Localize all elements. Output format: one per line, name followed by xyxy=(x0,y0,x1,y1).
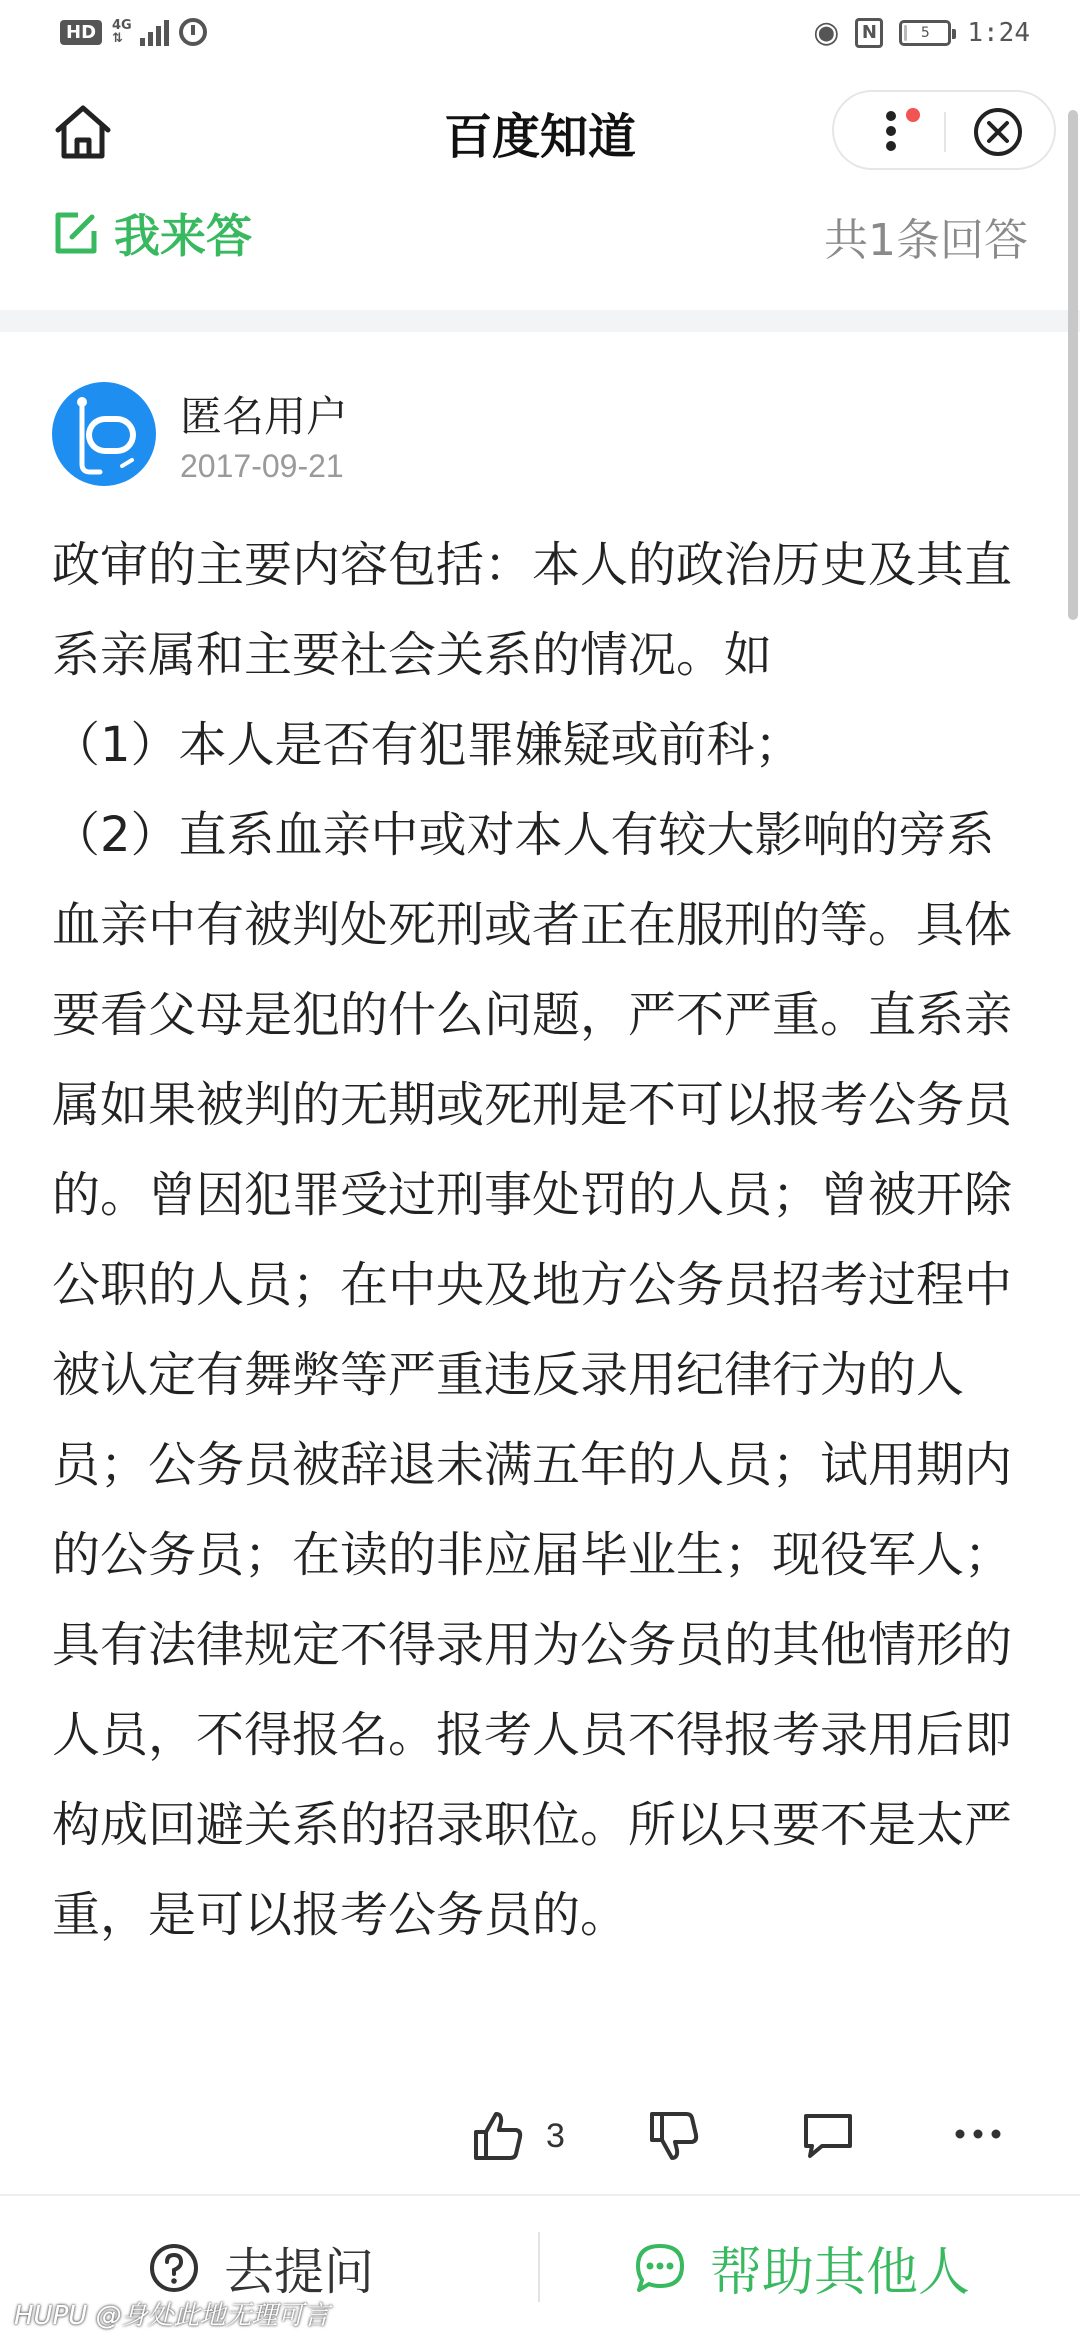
like-button[interactable] xyxy=(470,2106,565,2166)
page-title: 百度知道 xyxy=(443,109,636,165)
thumb-up-icon xyxy=(470,2108,526,2164)
thumb-down-icon xyxy=(646,2108,702,2164)
edit-icon xyxy=(52,209,100,257)
app-notification-icon xyxy=(179,18,207,46)
notification-dot xyxy=(906,108,920,122)
scrollbar[interactable] xyxy=(1068,110,1078,620)
answer-button-label: 我来答 xyxy=(114,209,252,263)
comment-icon xyxy=(800,2108,856,2164)
network-type xyxy=(112,19,130,45)
avatar[interactable] xyxy=(52,382,156,486)
help-others-label: 帮助其他人 xyxy=(710,2243,971,2303)
mini-program-capsule xyxy=(832,90,1056,170)
network-type-bottom: ⇅ xyxy=(112,31,123,46)
ask-question-button[interactable] xyxy=(148,2232,374,2304)
answer-actions xyxy=(0,2100,1080,2180)
more-options-button[interactable] xyxy=(950,2106,1006,2166)
nfc-icon: N xyxy=(855,18,883,48)
avatar-icon xyxy=(52,382,156,486)
close-icon xyxy=(970,104,1026,160)
status-left xyxy=(60,18,207,46)
battery-level xyxy=(904,25,906,41)
clock: 1:24 xyxy=(967,18,1030,48)
question-icon xyxy=(148,2242,200,2294)
status-bar xyxy=(0,0,1080,72)
answer-author xyxy=(52,382,952,492)
answer-header xyxy=(0,188,1080,310)
watermark: HUPU @身处此地无理可言 xyxy=(14,2301,330,2331)
battery-text: 5 xyxy=(920,25,930,41)
status-right xyxy=(813,16,1030,50)
battery-icon xyxy=(899,20,951,46)
comment-button[interactable] xyxy=(800,2106,856,2166)
signal-icon xyxy=(140,18,169,46)
close-button[interactable] xyxy=(970,104,1026,160)
more-horizontal-icon xyxy=(950,2108,1006,2164)
answer-button[interactable] xyxy=(52,200,252,266)
help-others-button[interactable] xyxy=(632,2230,970,2305)
bottom-divider xyxy=(538,2232,540,2302)
answer-date: 2017-09-21 xyxy=(180,448,344,484)
ask-question-label: 去提问 xyxy=(224,2243,374,2301)
capsule-divider xyxy=(944,112,946,152)
title-bar xyxy=(0,72,1080,189)
like-count: 3 xyxy=(546,2116,565,2155)
answer-paragraph: （1）本人是否有犯罪嫌疑或前科； xyxy=(52,717,803,773)
eye-comfort-icon: ◉ xyxy=(813,15,840,50)
section-divider xyxy=(0,310,1080,332)
chat-icon xyxy=(632,2240,688,2296)
answer-paragraph: （2）直系血亲中或对本人有较大影响的旁系血亲中有被判处死刑或者正在服刑的等。具体要看父母是犯的什么问题，严不严重。直系亲属如果被判的无期或死刑是不可以报考公务员的。曾因犯罪受过刑事处罚的人员；曾被开除公职的人员；在中央及地方公务员招考过程中被认定有舞弊等严重违反录用纪律行为的人员；公务员被辞退未满五年的人员；试用期内的公务员；在读的非应届毕业生；现役军人；具有法律规定不得录用为公务员的其他情形的人员，不得报名。报考人员不得报考录用后即构成回避关系的招录职位。所以只要不是太严重，是可以报考公务员的。 xyxy=(52,807,1013,1943)
answer-content xyxy=(52,520,1042,1960)
hd-badge: HD xyxy=(60,20,102,45)
user-name: 匿名用户 xyxy=(180,392,349,441)
network-type-top: 4G xyxy=(112,18,132,33)
answer-count: 共1条回答 xyxy=(824,215,1028,266)
dislike-button[interactable] xyxy=(646,2106,702,2166)
answer-paragraph: 政审的主要内容包括：本人的政治历史及其直系亲属和主要社会关系的情况。如 xyxy=(52,537,1013,683)
